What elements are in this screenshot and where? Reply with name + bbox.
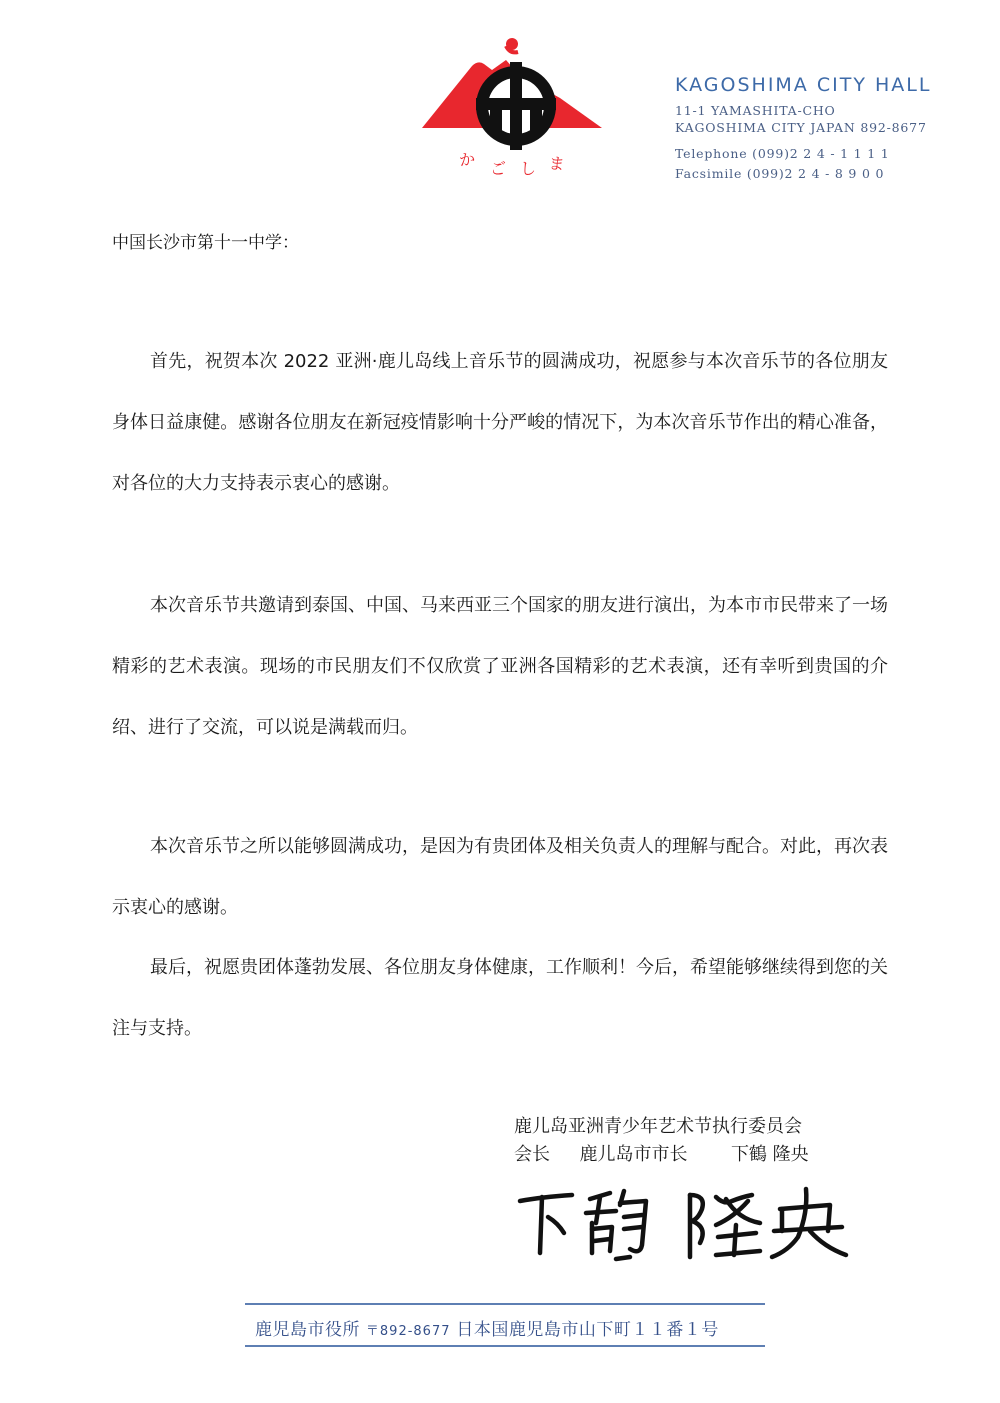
footer-office: 鹿児島市役所 xyxy=(255,1320,360,1340)
city-hall-contact xyxy=(675,74,975,182)
svg-text:ま: ま xyxy=(547,153,566,175)
svg-text:し: し xyxy=(520,159,537,178)
title-president: 会长 xyxy=(514,1144,550,1165)
svg-text:か: か xyxy=(457,148,477,170)
paragraph-closing: 最后，祝愿贵团体蓬勃发展、各位朋友身体健康，工作顺利！今后，希望能够继续得到您的关注与支持。 xyxy=(112,957,888,1039)
telephone-number: Telephone (099)2 2 4 - 1 1 1 1 xyxy=(675,146,890,161)
committee-name: 鹿儿岛亚洲青少年艺术节执行委员会 xyxy=(514,1116,802,1137)
address-line-1: 11-1 YAMASHITA-CHO xyxy=(675,103,836,118)
title-mayor: 鹿儿岛市市长 xyxy=(579,1144,688,1165)
city-hall-name: KAGOSHIMA CITY HALL xyxy=(675,74,932,96)
signature-block xyxy=(514,1113,809,1169)
handwritten-signature xyxy=(512,1183,852,1263)
paragraph-thanks: 本次音乐节之所以能够圆满成功，是因为有贵团体及相关负责人的理解与配合。对此，再次表示衷心的感谢。 xyxy=(112,836,888,918)
paragraph-performances: 本次音乐节共邀请到泰国、中国、马来西亚三个国家的朋友进行演出，为本市市民带来了一场精彩的艺术表演。现场的市民朋友们不仅欣赏了亚洲各国精彩的艺术表演，还有幸听到贵国的介绍、进行了交流，可以说是满载而归。 xyxy=(112,595,888,738)
paragraph-congratulations: 首先，祝贺本次 2022 亚洲·鹿儿岛线上音乐节的圆满成功，祝愿参与本次音乐节的各位朋友身体日益康健。感谢各位朋友在新冠疫情影响十分严峻的情况下，为本次音乐节作出的精心准备，对各位的大力支持表示衷心的感谢。 xyxy=(112,351,888,494)
signer-title-line xyxy=(514,1141,809,1169)
svg-text:ご: ご xyxy=(490,159,507,178)
recipient-salutation: 中国长沙市第十一中学： xyxy=(112,233,299,253)
footer-address: 日本国鹿児島市山下町１１番１号 xyxy=(456,1320,719,1340)
kagoshima-city-emblem-icon xyxy=(420,36,604,186)
footer-text xyxy=(255,1315,719,1340)
signer-name: 下鶴 隆央 xyxy=(730,1144,809,1165)
facsimile-number: Facsimile (099)2 2 4 - 8 9 0 0 xyxy=(675,166,885,181)
address-line-2: KAGOSHIMA CITY JAPAN 892-8677 xyxy=(675,120,927,135)
footer-postal-code: 〒892-8677 xyxy=(365,1324,451,1339)
letterhead xyxy=(0,0,1000,200)
footer-address-bar xyxy=(245,1303,765,1347)
